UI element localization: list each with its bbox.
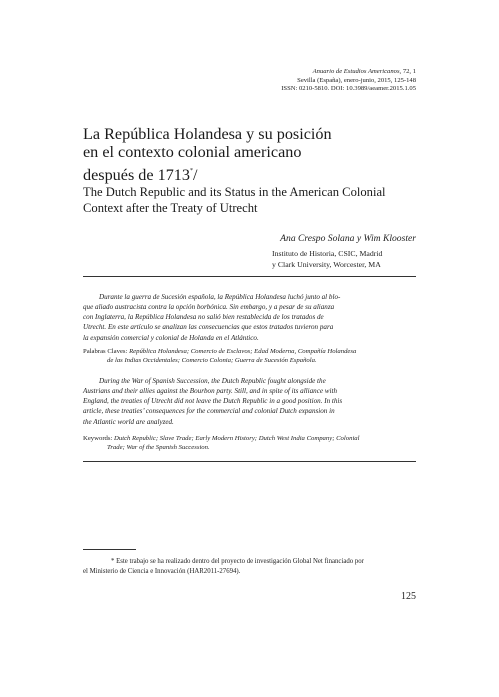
abstract-line: England, the treaties of Utrecht did not leave the Dutch Republic in a good position. In this (83, 397, 343, 406)
abstract-english (83, 376, 416, 427)
journal-name: Anuario de Estudios Americanos (312, 68, 400, 75)
subtitle-line: The Dutch Republic and its Status in the American Colonial (83, 185, 386, 199)
abstract-line: que aliado austracista contra la opción borbónica. Sin embargo, y a pesar de su alianza (83, 303, 335, 312)
keywords-label: Palabras Claves: (83, 348, 128, 355)
journal-pages: Sevilla (España), enero-junio, 2015, 125-148 (297, 76, 416, 84)
abstract-line: Austrians and their allies against the Bourbon party. Still, and in spite of its alliance with (83, 387, 337, 396)
abstract-line: la expansión comercial y colonial de Holanda en el Atlántico. (83, 333, 259, 342)
abstract-line: article, these treaties’ consequences for the commercial and colonial Dutch expansion in (83, 407, 335, 416)
keywords-terms: Trade; War of the Spanish Succession. (107, 444, 210, 452)
abstract-line: During the War of Spanish Succession, the Dutch Republic fought alongside the (99, 377, 326, 385)
abstract-line: Utrecht. En este artículo se analizan las consecuencias que estos tratados tuvieron para (83, 323, 334, 332)
abstract-line: con Inglaterra, la República Holandesa no salió bien restablecida de los tratados de (83, 313, 324, 322)
top-rule (83, 276, 416, 277)
footnote-marker: * (190, 167, 193, 174)
keywords-label: Keywords: (83, 435, 113, 442)
keywords-terms: de las Indias Occidentales; Comercio Colonia; Guerra de Sucesión Española. (107, 357, 317, 365)
authors: Ana Crespo Solana y Wim Klooster (280, 233, 416, 244)
keywords-terms: República Holandesa; Comercio de Esclavos; Edad Moderna, Compañía Holandesa (127, 348, 357, 355)
abstract-line: the Atlantic world are analyzed. (83, 417, 174, 426)
footnote-rule (83, 549, 136, 550)
running-header (281, 68, 416, 94)
footnote-line: * Este trabajo se ha realizado dentro del proyecto de investigación Global Net financiado por (111, 558, 364, 565)
abstract-line: Durante la guerra de Sucesión española, la República Holandesa luchó junto al blo- (99, 293, 341, 301)
article-title (83, 125, 413, 184)
abstract-spanish (83, 292, 416, 343)
page-number: 125 (401, 591, 416, 602)
keywords-spanish (83, 347, 416, 365)
footnote-line: el Ministerio de Ciencia e Innovación (HAR2011-27694). (83, 567, 241, 575)
keywords-english (83, 434, 416, 452)
title-line: en el contexto colonial americano (83, 143, 302, 162)
bottom-rule (83, 461, 416, 462)
affiliation-line: y Clark University, Worcester, MA (272, 259, 381, 269)
journal-issue: , 72, 1 (399, 68, 416, 75)
title-line: La República Holandesa y su posición (83, 125, 332, 143)
subtitle-line: Context after the Treaty of Utrecht (83, 200, 258, 215)
keywords-terms: Dutch Republic; Slave Trade; Early Modern History; Dutch West India Company; Colonial (112, 435, 360, 442)
footnote (83, 557, 416, 576)
article-subtitle (83, 185, 423, 216)
journal-doi: ISSN: 0210-5810. DOI: 10.3989/aeamer.2015.1.05 (281, 85, 416, 93)
affiliation (272, 249, 382, 270)
affiliation-line: Instituto de Historia, CSIC, Madrid (272, 249, 383, 258)
title-line: después de 1713*/ (83, 165, 198, 184)
